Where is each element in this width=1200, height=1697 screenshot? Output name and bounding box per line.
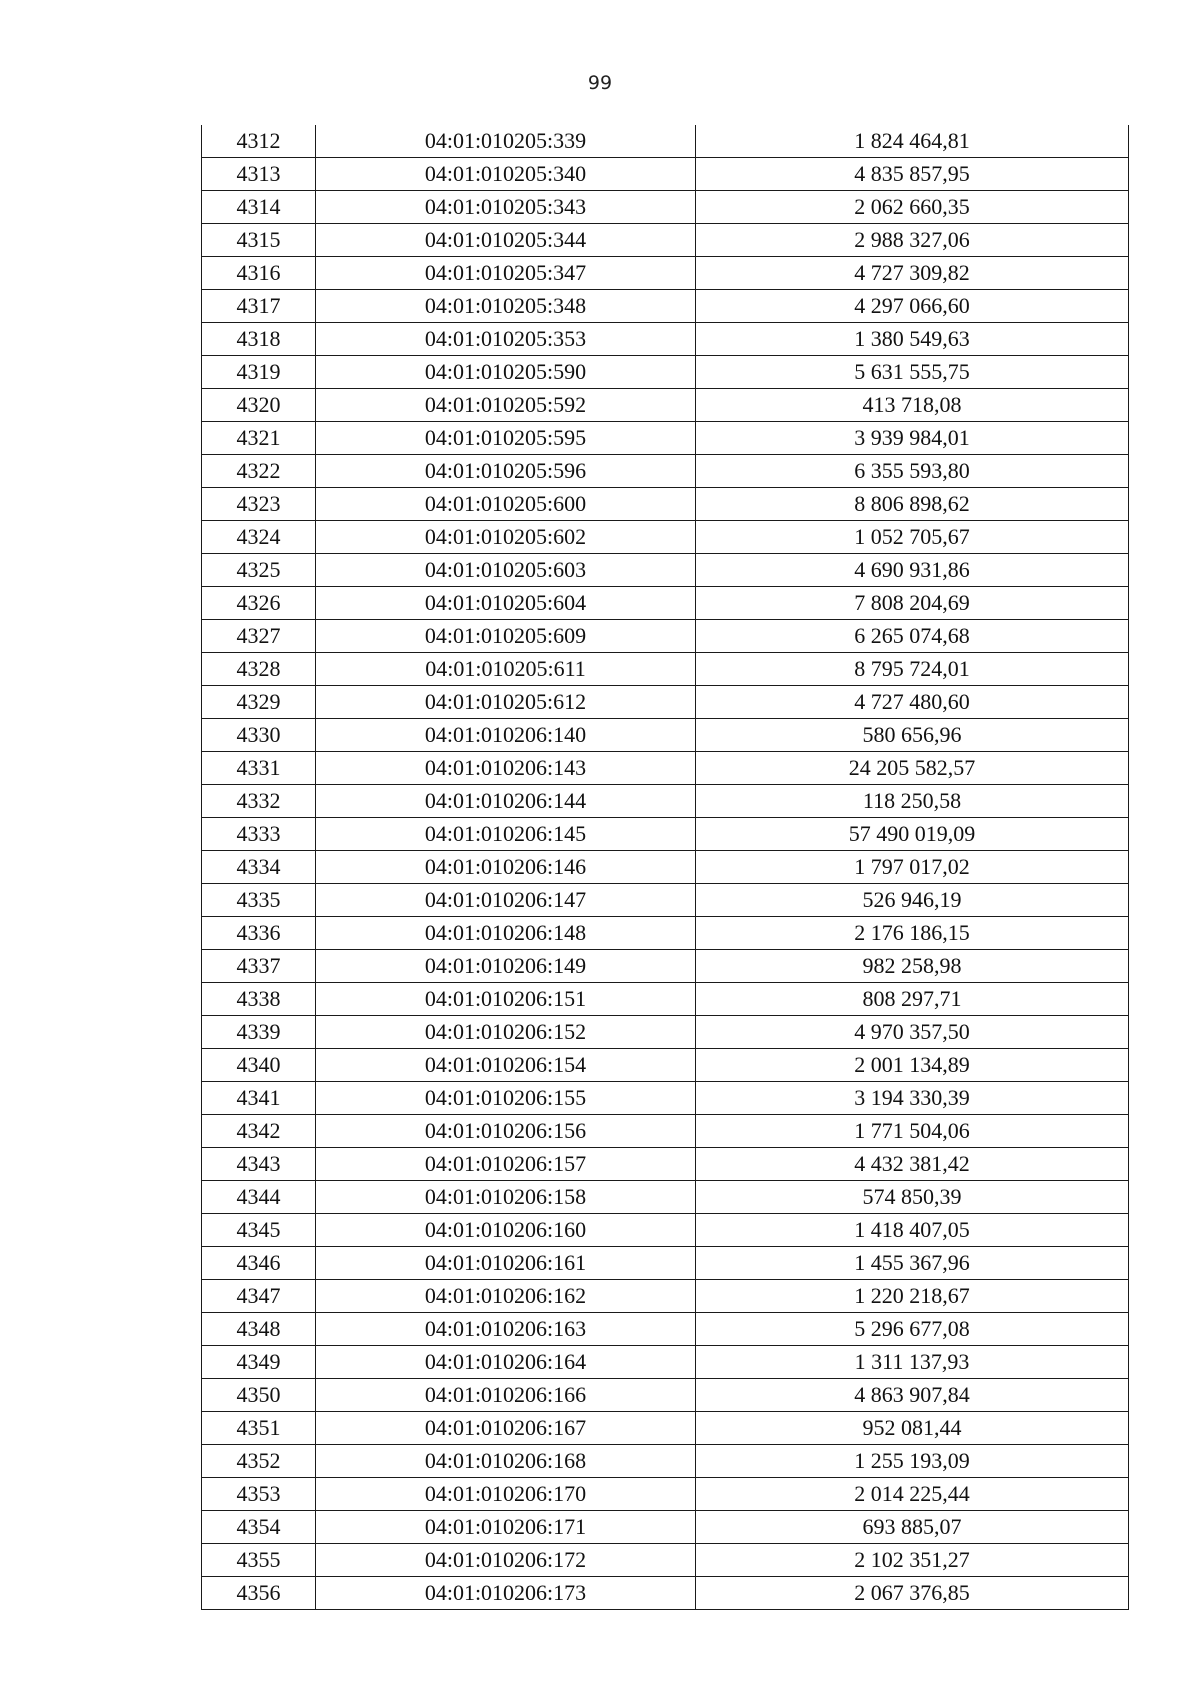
cadastral-value-cell: 1 797 017,02 xyxy=(696,851,1129,884)
cadastral-value-cell: 6 355 593,80 xyxy=(696,455,1129,488)
row-number-cell: 4323 xyxy=(202,488,316,521)
row-number-cell: 4338 xyxy=(202,983,316,1016)
table-row xyxy=(202,1247,1129,1280)
cadastral-value-cell: 4 432 381,42 xyxy=(696,1148,1129,1181)
table-row xyxy=(202,686,1129,719)
row-number-cell: 4356 xyxy=(202,1577,316,1610)
table-row xyxy=(202,1478,1129,1511)
table-row xyxy=(202,191,1129,224)
table-row xyxy=(202,1148,1129,1181)
cadastral-number-cell: 04:01:010206:170 xyxy=(316,1478,696,1511)
cadastral-number-cell: 04:01:010205:611 xyxy=(316,653,696,686)
row-number-cell: 4354 xyxy=(202,1511,316,1544)
cadastral-number-cell: 04:01:010206:168 xyxy=(316,1445,696,1478)
cadastral-value-cell: 4 970 357,50 xyxy=(696,1016,1129,1049)
cadastral-value-cell: 8 795 724,01 xyxy=(696,653,1129,686)
table-row xyxy=(202,587,1129,620)
row-number-cell: 4336 xyxy=(202,917,316,950)
table-row xyxy=(202,851,1129,884)
table-row xyxy=(202,1511,1129,1544)
table-row xyxy=(202,785,1129,818)
cadastral-value-cell: 4 727 480,60 xyxy=(696,686,1129,719)
row-number-cell: 4327 xyxy=(202,620,316,653)
row-number-cell: 4352 xyxy=(202,1445,316,1478)
cadastral-number-cell: 04:01:010206:144 xyxy=(316,785,696,818)
cadastral-number-cell: 04:01:010205:344 xyxy=(316,224,696,257)
table-row xyxy=(202,1115,1129,1148)
cadastral-number-cell: 04:01:010206:146 xyxy=(316,851,696,884)
cadastral-number-cell: 04:01:010206:171 xyxy=(316,1511,696,1544)
cadastral-number-cell: 04:01:010205:353 xyxy=(316,323,696,356)
cadastral-value-cell: 2 176 186,15 xyxy=(696,917,1129,950)
row-number-cell: 4334 xyxy=(202,851,316,884)
cadastral-number-cell: 04:01:010205:348 xyxy=(316,290,696,323)
cadastral-value-cell: 4 727 309,82 xyxy=(696,257,1129,290)
row-number-cell: 4317 xyxy=(202,290,316,323)
cadastral-value-cell: 1 052 705,67 xyxy=(696,521,1129,554)
cadastral-number-cell: 04:01:010206:154 xyxy=(316,1049,696,1082)
cadastral-number-cell: 04:01:010205:603 xyxy=(316,554,696,587)
row-number-cell: 4318 xyxy=(202,323,316,356)
cadastral-value-table xyxy=(201,125,1129,1610)
row-number-cell: 4325 xyxy=(202,554,316,587)
row-number-cell: 4332 xyxy=(202,785,316,818)
row-number-cell: 4316 xyxy=(202,257,316,290)
table-row xyxy=(202,752,1129,785)
table-row xyxy=(202,389,1129,422)
table-row xyxy=(202,884,1129,917)
cadastral-value-cell: 7 808 204,69 xyxy=(696,587,1129,620)
table-row xyxy=(202,1544,1129,1577)
row-number-cell: 4350 xyxy=(202,1379,316,1412)
table-row xyxy=(202,257,1129,290)
cadastral-number-cell: 04:01:010205:590 xyxy=(316,356,696,389)
cadastral-value-cell: 24 205 582,57 xyxy=(696,752,1129,785)
table-row xyxy=(202,917,1129,950)
row-number-cell: 4329 xyxy=(202,686,316,719)
cadastral-number-cell: 04:01:010205:609 xyxy=(316,620,696,653)
table-row xyxy=(202,620,1129,653)
cadastral-value-cell: 3 939 984,01 xyxy=(696,422,1129,455)
cadastral-value-cell: 2 014 225,44 xyxy=(696,1478,1129,1511)
cadastral-value-cell: 1 380 549,63 xyxy=(696,323,1129,356)
row-number-cell: 4347 xyxy=(202,1280,316,1313)
row-number-cell: 4331 xyxy=(202,752,316,785)
row-number-cell: 4342 xyxy=(202,1115,316,1148)
cadastral-value-cell: 8 806 898,62 xyxy=(696,488,1129,521)
cadastral-number-cell: 04:01:010205:612 xyxy=(316,686,696,719)
row-number-cell: 4314 xyxy=(202,191,316,224)
cadastral-value-cell: 2 102 351,27 xyxy=(696,1544,1129,1577)
cadastral-number-cell: 04:01:010205:592 xyxy=(316,389,696,422)
cadastral-value-cell: 574 850,39 xyxy=(696,1181,1129,1214)
cadastral-number-cell: 04:01:010205:604 xyxy=(316,587,696,620)
cadastral-value-cell: 5 631 555,75 xyxy=(696,356,1129,389)
cadastral-number-cell: 04:01:010206:148 xyxy=(316,917,696,950)
cadastral-value-cell: 5 296 677,08 xyxy=(696,1313,1129,1346)
table-row xyxy=(202,1049,1129,1082)
row-number-cell: 4324 xyxy=(202,521,316,554)
row-number-cell: 4312 xyxy=(202,125,316,158)
cadastral-number-cell: 04:01:010205:600 xyxy=(316,488,696,521)
cadastral-value-cell: 118 250,58 xyxy=(696,785,1129,818)
cadastral-number-cell: 04:01:010205:347 xyxy=(316,257,696,290)
table-row xyxy=(202,1346,1129,1379)
cadastral-number-cell: 04:01:010206:152 xyxy=(316,1016,696,1049)
cadastral-value-cell: 580 656,96 xyxy=(696,719,1129,752)
table-row xyxy=(202,1082,1129,1115)
row-number-cell: 4319 xyxy=(202,356,316,389)
cadastral-value-cell: 1 771 504,06 xyxy=(696,1115,1129,1148)
row-number-cell: 4321 xyxy=(202,422,316,455)
cadastral-value-cell: 952 081,44 xyxy=(696,1412,1129,1445)
row-number-cell: 4351 xyxy=(202,1412,316,1445)
cadastral-value-cell: 4 835 857,95 xyxy=(696,158,1129,191)
cadastral-number-cell: 04:01:010205:339 xyxy=(316,125,696,158)
table-row xyxy=(202,1577,1129,1610)
table-row xyxy=(202,323,1129,356)
cadastral-number-cell: 04:01:010206:156 xyxy=(316,1115,696,1148)
cadastral-number-cell: 04:01:010206:172 xyxy=(316,1544,696,1577)
table-row xyxy=(202,1313,1129,1346)
row-number-cell: 4339 xyxy=(202,1016,316,1049)
cadastral-number-cell: 04:01:010206:151 xyxy=(316,983,696,1016)
cadastral-value-cell: 693 885,07 xyxy=(696,1511,1129,1544)
cadastral-value-cell: 982 258,98 xyxy=(696,950,1129,983)
cadastral-number-cell: 04:01:010206:157 xyxy=(316,1148,696,1181)
cadastral-value-cell: 808 297,71 xyxy=(696,983,1129,1016)
cadastral-number-cell: 04:01:010205:343 xyxy=(316,191,696,224)
cadastral-value-cell: 413 718,08 xyxy=(696,389,1129,422)
cadastral-number-cell: 04:01:010206:163 xyxy=(316,1313,696,1346)
cadastral-value-cell: 2 062 660,35 xyxy=(696,191,1129,224)
cadastral-number-cell: 04:01:010206:140 xyxy=(316,719,696,752)
cadastral-value-cell: 1 455 367,96 xyxy=(696,1247,1129,1280)
cadastral-number-cell: 04:01:010206:158 xyxy=(316,1181,696,1214)
cadastral-value-cell: 1 418 407,05 xyxy=(696,1214,1129,1247)
row-number-cell: 4340 xyxy=(202,1049,316,1082)
cadastral-value-cell: 6 265 074,68 xyxy=(696,620,1129,653)
table-row xyxy=(202,488,1129,521)
table-row xyxy=(202,1445,1129,1478)
page-number: 99 xyxy=(587,72,613,94)
table-row xyxy=(202,1280,1129,1313)
table-row xyxy=(202,1379,1129,1412)
row-number-cell: 4349 xyxy=(202,1346,316,1379)
table-row xyxy=(202,719,1129,752)
table-row xyxy=(202,125,1129,158)
cadastral-number-cell: 04:01:010205:602 xyxy=(316,521,696,554)
table-row xyxy=(202,1016,1129,1049)
table-row xyxy=(202,356,1129,389)
table-row xyxy=(202,818,1129,851)
cadastral-value-cell: 4 690 931,86 xyxy=(696,554,1129,587)
cadastral-value-cell: 1 824 464,81 xyxy=(696,125,1129,158)
cadastral-number-cell: 04:01:010206:164 xyxy=(316,1346,696,1379)
cadastral-number-cell: 04:01:010206:162 xyxy=(316,1280,696,1313)
row-number-cell: 4335 xyxy=(202,884,316,917)
table-row xyxy=(202,1412,1129,1445)
row-number-cell: 4313 xyxy=(202,158,316,191)
row-number-cell: 4337 xyxy=(202,950,316,983)
table-row xyxy=(202,290,1129,323)
table-body xyxy=(202,125,1129,1610)
row-number-cell: 4343 xyxy=(202,1148,316,1181)
table-row xyxy=(202,653,1129,686)
cadastral-value-cell: 526 946,19 xyxy=(696,884,1129,917)
cadastral-number-cell: 04:01:010205:596 xyxy=(316,455,696,488)
row-number-cell: 4330 xyxy=(202,719,316,752)
cadastral-value-cell: 4 297 066,60 xyxy=(696,290,1129,323)
cadastral-value-cell: 2 067 376,85 xyxy=(696,1577,1129,1610)
cadastral-number-cell: 04:01:010206:160 xyxy=(316,1214,696,1247)
cadastral-number-cell: 04:01:010205:340 xyxy=(316,158,696,191)
cadastral-number-cell: 04:01:010206:143 xyxy=(316,752,696,785)
row-number-cell: 4333 xyxy=(202,818,316,851)
cadastral-number-cell: 04:01:010206:155 xyxy=(316,1082,696,1115)
row-number-cell: 4346 xyxy=(202,1247,316,1280)
row-number-cell: 4341 xyxy=(202,1082,316,1115)
table-row xyxy=(202,1181,1129,1214)
table-row xyxy=(202,554,1129,587)
row-number-cell: 4328 xyxy=(202,653,316,686)
table-row xyxy=(202,422,1129,455)
cadastral-number-cell: 04:01:010206:166 xyxy=(316,1379,696,1412)
cadastral-number-cell: 04:01:010205:595 xyxy=(316,422,696,455)
row-number-cell: 4355 xyxy=(202,1544,316,1577)
table-row xyxy=(202,455,1129,488)
table-row xyxy=(202,521,1129,554)
cadastral-number-cell: 04:01:010206:167 xyxy=(316,1412,696,1445)
cadastral-value-cell: 57 490 019,09 xyxy=(696,818,1129,851)
table-row xyxy=(202,950,1129,983)
cadastral-value-cell: 1 255 193,09 xyxy=(696,1445,1129,1478)
cadastral-value-cell: 2 001 134,89 xyxy=(696,1049,1129,1082)
row-number-cell: 4348 xyxy=(202,1313,316,1346)
row-number-cell: 4345 xyxy=(202,1214,316,1247)
table-row xyxy=(202,983,1129,1016)
cadastral-number-cell: 04:01:010206:145 xyxy=(316,818,696,851)
row-number-cell: 4315 xyxy=(202,224,316,257)
cadastral-number-cell: 04:01:010206:147 xyxy=(316,884,696,917)
cadastral-value-cell: 1 311 137,93 xyxy=(696,1346,1129,1379)
cadastral-value-cell: 4 863 907,84 xyxy=(696,1379,1129,1412)
cadastral-value-cell: 3 194 330,39 xyxy=(696,1082,1129,1115)
cadastral-value-cell: 1 220 218,67 xyxy=(696,1280,1129,1313)
cadastral-value-cell: 2 988 327,06 xyxy=(696,224,1129,257)
table-row xyxy=(202,224,1129,257)
cadastral-number-cell: 04:01:010206:149 xyxy=(316,950,696,983)
row-number-cell: 4344 xyxy=(202,1181,316,1214)
table-row xyxy=(202,158,1129,191)
row-number-cell: 4322 xyxy=(202,455,316,488)
row-number-cell: 4320 xyxy=(202,389,316,422)
row-number-cell: 4326 xyxy=(202,587,316,620)
table-row xyxy=(202,1214,1129,1247)
row-number-cell: 4353 xyxy=(202,1478,316,1511)
cadastral-number-cell: 04:01:010206:173 xyxy=(316,1577,696,1610)
cadastral-number-cell: 04:01:010206:161 xyxy=(316,1247,696,1280)
